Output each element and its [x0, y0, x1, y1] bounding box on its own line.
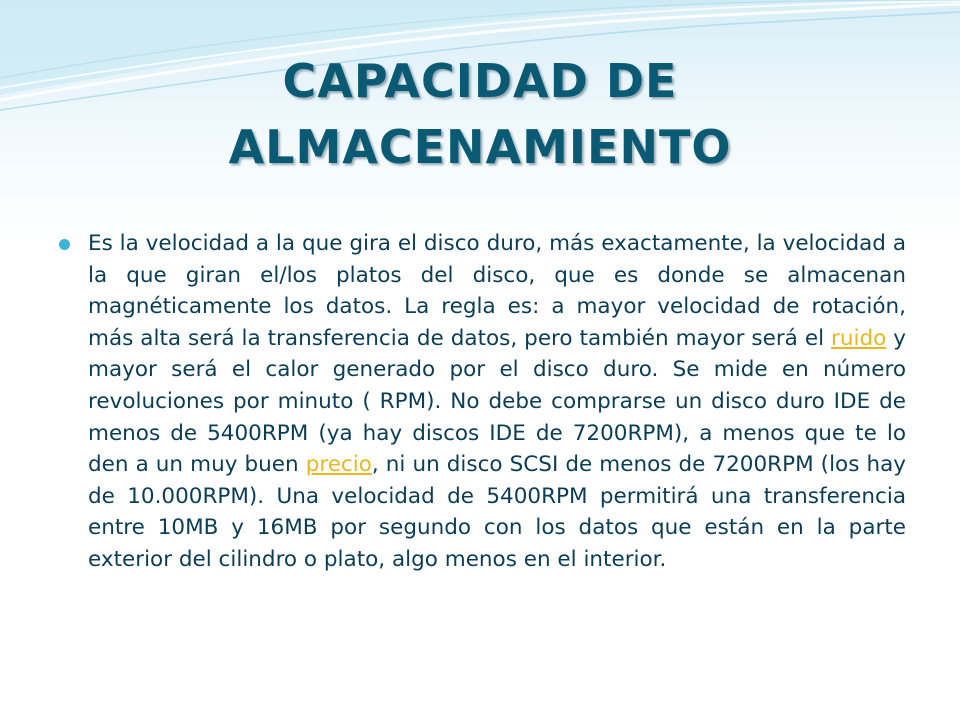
- title-line-2: ALMACENAMIENTO: [228, 120, 732, 174]
- bullet-text: [88, 228, 906, 576]
- ruido-link[interactable]: ruido: [831, 325, 887, 351]
- bullet-text-part-2: y mayor será el calor generado por el disco duro. Se mide en número revoluciones por minuto ( RPM). No debe comprarse un disco duro IDE de menos de 5400RPM (ya hay discos IDE de 7200RPM), a menos que te lo den a un muy buen: [88, 325, 906, 478]
- bullet-text-part-1: Es la velocidad a la que gira el disco duro, más exactamente, la velocidad a la que giran el/los platos del disco, que es donde se almacenan magnéticamente los datos. La regla es: a mayor velocidad de rotación, más alta será la transferencia de datos, pero también mayor será el: [88, 231, 906, 351]
- slide-content: [56, 228, 906, 576]
- bullet-item: [56, 228, 906, 576]
- bullet-text-part-3: , ni un disco SCSI de menos de 7200RPM (los hay de 10.000RPM). Una velocidad de 5400RPM permitirá una transferencia entre 10MB y 16MB por segundo con los datos que están en la parte exterior del cilindro o plato, algo menos en el interior.: [88, 452, 906, 572]
- title-line-1: CAPACIDAD DE: [282, 54, 678, 108]
- slide-title: [60, 48, 900, 180]
- precio-link[interactable]: precio: [305, 452, 372, 478]
- bullet-dot-icon: [59, 239, 70, 250]
